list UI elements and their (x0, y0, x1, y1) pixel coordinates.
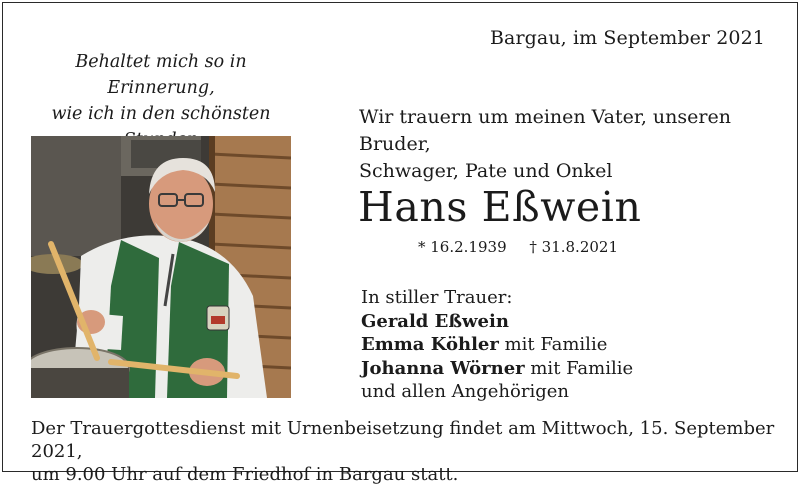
mourner-entry (361, 333, 633, 357)
intro-line: Schwager, Pate und Onkel (359, 160, 613, 182)
mourners-heading: In stiller Trauer: (361, 287, 513, 308)
mourner-suffix: mit Familie (524, 357, 634, 379)
motto-line: Behaltet mich so in Erinnerung, (75, 52, 247, 98)
mourner-name: Gerald Eßwein (361, 310, 509, 332)
intro-line: Wir trauern um meinen Vater, unseren Bruder, (359, 106, 731, 155)
service-info (31, 417, 791, 486)
mourners-closing: und allen Angehörigen (361, 381, 569, 402)
deceased-name: Hans Eßwein (358, 183, 642, 231)
motto-line: wie ich in den schönsten (51, 104, 271, 124)
mourner-entry (361, 357, 633, 381)
mourners-list (361, 286, 633, 404)
mourner-entry (361, 310, 633, 334)
birth-date: * 16.2.1939 (418, 238, 507, 256)
service-line: Der Trauergottesdienst mit Urnenbeisetzung findet am Mittwoch, 15. September 2021, (31, 418, 775, 462)
service-line: um 9.00 Uhr auf dem Friedhof in Bargau statt. (31, 464, 459, 485)
death-date: † 31.8.2021 (529, 238, 618, 256)
place-date: Bargau, im September 2021 (489, 27, 765, 49)
mourner-suffix: mit Familie (498, 334, 608, 355)
mourner-name: Emma Köhler (361, 334, 499, 355)
mourner-name: Johanna Wörner (361, 357, 525, 379)
intro-text (359, 104, 779, 185)
obituary-notice (2, 2, 798, 485)
portrait-photo (31, 136, 291, 398)
life-dates (418, 238, 636, 256)
